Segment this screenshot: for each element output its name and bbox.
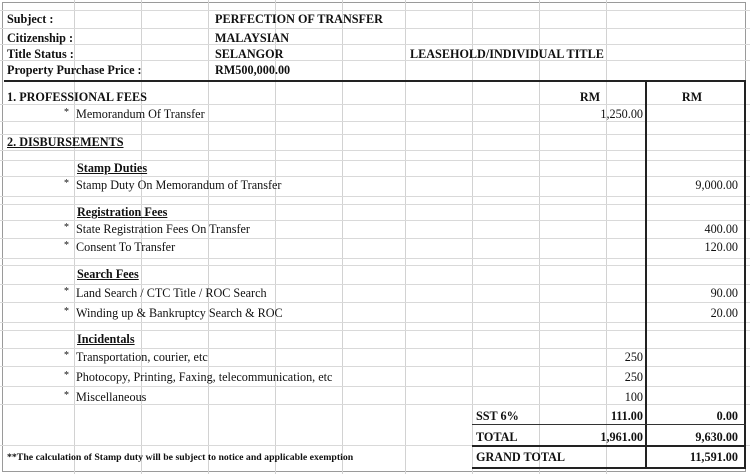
line-item-label: Miscellaneous (76, 390, 147, 404)
gridline (0, 348, 750, 349)
gridline (0, 366, 750, 367)
gridline (0, 176, 750, 177)
bullet-icon: * (64, 178, 69, 189)
grand-total-rule (472, 467, 746, 469)
bullet-icon: * (64, 390, 69, 401)
line-item-amount: 400.00 (704, 222, 738, 236)
line-item-amount: 100 (624, 390, 643, 404)
gridline (0, 60, 750, 61)
gridline (0, 330, 750, 331)
title-status-label: Title Status : (7, 47, 74, 61)
gridline (0, 404, 750, 405)
gridline (472, 0, 473, 474)
total-label: TOTAL (476, 430, 518, 444)
gridline (208, 0, 209, 474)
line-item-label: Memorandum Of Transfer (76, 107, 205, 121)
title-status-extra: LEASEHOLD/INDIVIDUAL TITLE (410, 47, 604, 61)
price-value: RM500,000.00 (215, 63, 291, 77)
price-label: Property Purchase Price : (7, 63, 142, 77)
sst-label: SST 6% (476, 409, 519, 423)
line-item-amount: 1,250.00 (600, 107, 643, 121)
column-divider-right (744, 80, 746, 468)
line-item-label: Photocopy, Printing, Faxing, telecommunication, etc (76, 370, 333, 384)
citizenship-value: MALAYSIAN (215, 31, 290, 45)
registration-fees-heading: Registration Fees (77, 205, 168, 219)
line-item-amount: 90.00 (710, 286, 738, 300)
gridline (539, 0, 540, 474)
gridline (0, 196, 750, 197)
total-amount: 9,630.00 (695, 430, 738, 444)
bullet-icon: * (64, 107, 69, 118)
gridline (0, 284, 750, 285)
grand-total-amount: 11,591.00 (689, 450, 738, 464)
bullet-icon: * (64, 306, 69, 317)
line-item-label: Consent To Transfer (76, 240, 176, 254)
gridline (0, 265, 750, 266)
line-item-label: Stamp Duty On Memorandum of Transfer (76, 178, 282, 192)
gridline (0, 322, 750, 323)
gridline (0, 220, 750, 221)
gridline (0, 150, 750, 151)
line-item-label: State Registration Fees On Transfer (76, 222, 250, 236)
stamp-duties-heading: Stamp Duties (77, 161, 148, 175)
gridline (0, 104, 750, 105)
bullet-icon: * (64, 370, 69, 381)
search-fees-heading: Search Fees (77, 267, 139, 281)
line-item-label: Land Search / CTC Title / ROC Search (76, 286, 267, 300)
total-amount: 1,961.00 (600, 430, 643, 444)
gridline (0, 386, 750, 387)
bullet-icon: * (64, 286, 69, 297)
sst-amount: 0.00 (716, 409, 738, 423)
line-item-label: Transportation, courier, etc (76, 350, 208, 364)
line-item-amount: 9,000.00 (695, 178, 738, 192)
line-item-amount: 250 (624, 350, 643, 364)
total-rule (472, 445, 746, 447)
bullet-icon: * (64, 350, 69, 361)
gridline (405, 0, 406, 474)
subject-label: Subject : (7, 12, 54, 26)
column-divider (645, 80, 647, 468)
footnote: **The calculation of Stamp duty will be subject to notice and applicable exemption (7, 452, 354, 463)
rm-column-header: RM (579, 90, 601, 104)
header-divider (4, 80, 746, 82)
rm-column-header: RM (681, 90, 703, 104)
sst-amount: 111.00 (610, 409, 643, 423)
gridline (0, 238, 750, 239)
gridline (0, 302, 750, 303)
incidentals-heading: Incidentals (77, 332, 135, 346)
sst-rule (472, 424, 746, 425)
bullet-icon: * (64, 222, 69, 233)
citizenship-label: Citizenship : (7, 31, 74, 45)
gridline (0, 121, 750, 122)
subject-value: PERFECTION OF TRANSFER (215, 12, 383, 26)
title-status-value: SELANGOR (215, 47, 284, 61)
bullet-icon: * (64, 240, 69, 251)
line-item-amount: 250 (624, 370, 643, 384)
line-item-amount: 120.00 (704, 240, 738, 254)
gridline (342, 0, 343, 474)
line-item-label: Winding up & Bankruptcy Search & ROC (76, 306, 283, 320)
line-item-amount: 20.00 (710, 306, 738, 320)
disbursements-heading: 2. DISBURSEMENTS (7, 135, 124, 149)
gridline (0, 44, 750, 45)
gridline (0, 258, 750, 259)
grand-total-label: GRAND TOTAL (476, 450, 566, 464)
professional-fees-heading: 1. PROFESSIONAL FEES (7, 90, 147, 104)
gridline (0, 28, 750, 29)
gridline (0, 10, 750, 11)
